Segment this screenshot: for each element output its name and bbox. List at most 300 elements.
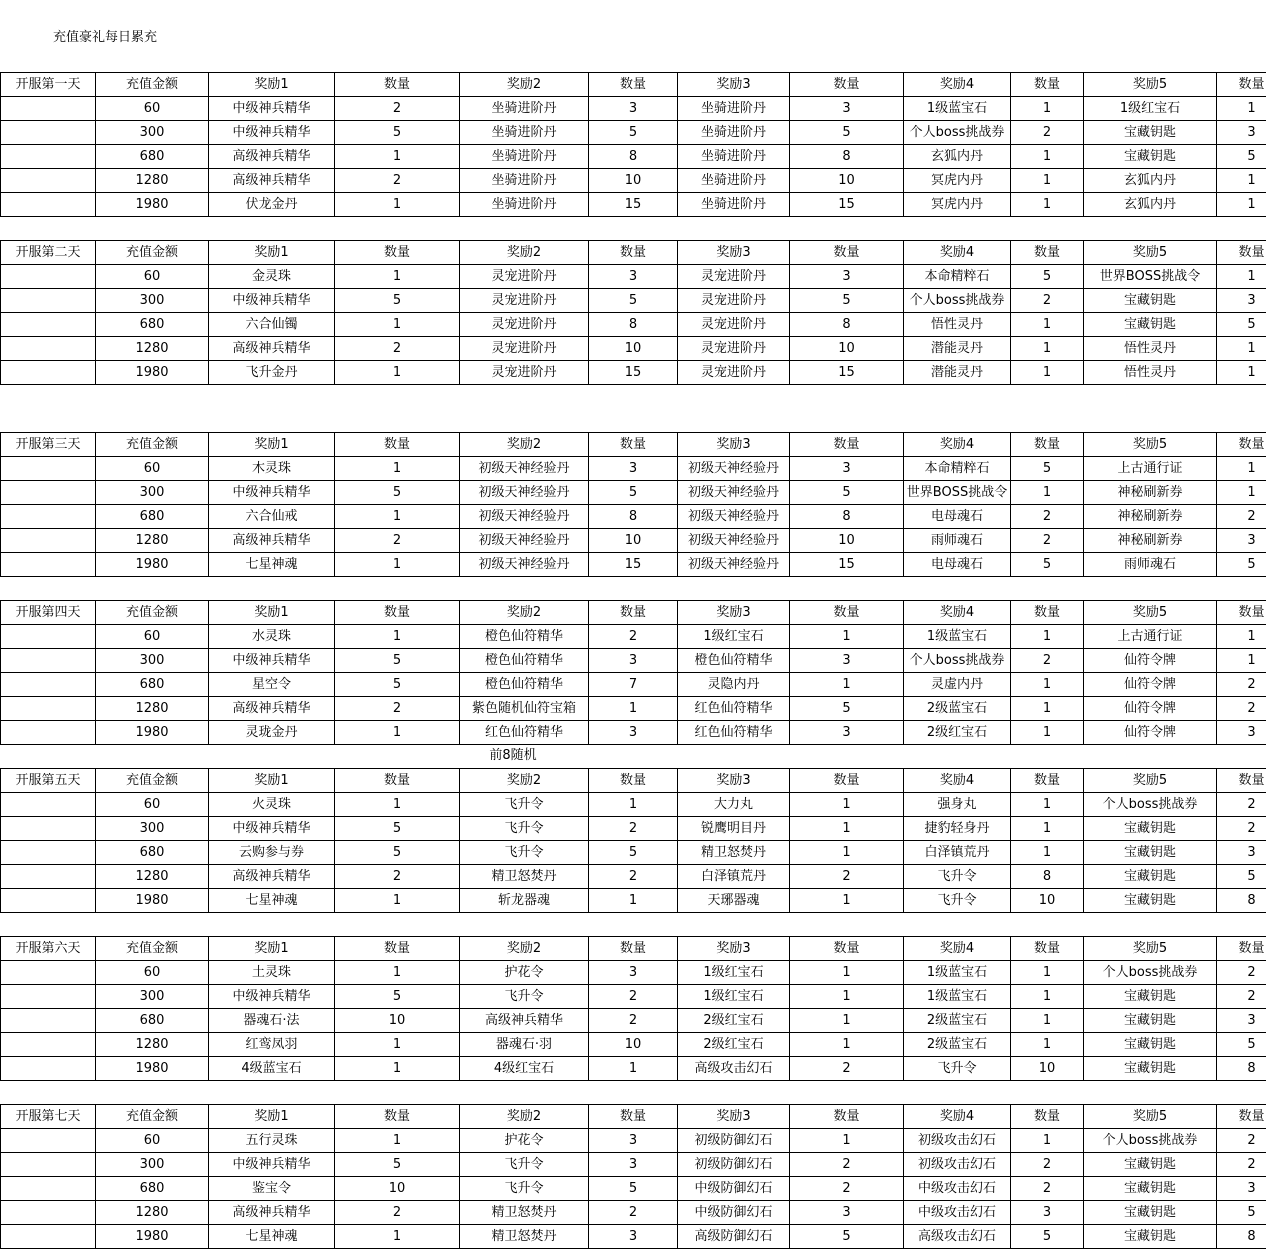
table-cell: 3 (589, 721, 678, 745)
table-cell: 3 (790, 649, 904, 673)
column-header: 数量 (589, 601, 678, 625)
column-header: 奖励5 (1084, 937, 1217, 961)
table-cell: 红色仙符精华 (678, 721, 790, 745)
table-row (1, 1009, 1266, 1033)
table-row (1, 793, 1266, 817)
column-header: 奖励4 (904, 601, 1011, 625)
table-row (1, 1129, 1266, 1153)
table-cell: 15 (589, 553, 678, 577)
table-cell: 8 (790, 145, 904, 169)
empty-cell (1, 625, 96, 649)
table-cell: 1 (1217, 481, 1266, 505)
table-cell: 1 (790, 985, 904, 1009)
table-cell: 1 (1011, 721, 1084, 745)
column-header: 数量 (1011, 769, 1084, 793)
table-cell: 5 (589, 289, 678, 313)
empty-cell (1, 1177, 96, 1201)
table-cell: 宝藏钥匙 (1084, 1225, 1217, 1249)
table-cell: 大力丸 (678, 793, 790, 817)
table-cell: 680 (96, 313, 209, 337)
table-cell: 器魂石·法 (209, 1009, 335, 1033)
day-label: 开服第二天 (1, 241, 96, 265)
table-cell: 雨师魂石 (904, 529, 1011, 553)
table-cell: 1280 (96, 1201, 209, 1225)
table-cell: 中级神兵精华 (209, 289, 335, 313)
table-cell: 中级防御幻石 (678, 1177, 790, 1201)
column-header: 奖励3 (678, 433, 790, 457)
column-header: 数量 (335, 433, 460, 457)
table-cell: 5 (1217, 313, 1266, 337)
table-row (1, 721, 1266, 745)
table-cell: 15 (790, 361, 904, 385)
column-header: 数量 (1217, 73, 1266, 97)
table-cell: 灵宠进阶丹 (460, 337, 589, 361)
column-header: 奖励4 (904, 433, 1011, 457)
table-cell: 5 (1217, 1033, 1266, 1057)
column-header: 奖励2 (460, 433, 589, 457)
table-cell: 10 (589, 169, 678, 193)
table-cell: 飞升令 (904, 865, 1011, 889)
column-header: 数量 (335, 73, 460, 97)
column-header: 数量 (1217, 433, 1266, 457)
table-cell: 2 (335, 169, 460, 193)
column-header: 数量 (1011, 1105, 1084, 1129)
table-cell: 上古通行证 (1084, 625, 1217, 649)
table-cell: 2 (790, 865, 904, 889)
table-cell: 玄狐内丹 (1084, 193, 1217, 217)
table-cell: 5 (335, 481, 460, 505)
table-cell: 宝藏钥匙 (1084, 889, 1217, 913)
empty-cell (1, 169, 96, 193)
column-header: 奖励2 (460, 601, 589, 625)
column-header: 数量 (1217, 769, 1266, 793)
empty-cell (1, 817, 96, 841)
table-cell: 2 (1011, 649, 1084, 673)
table-cell: 300 (96, 1153, 209, 1177)
table-cell: 5 (589, 1177, 678, 1201)
table-cell: 初级防御幻石 (678, 1129, 790, 1153)
table-cell: 玄狐内丹 (1084, 169, 1217, 193)
table-cell: 8 (790, 505, 904, 529)
table-cell: 2 (1217, 1129, 1266, 1153)
table-cell: 坐骑进阶丹 (678, 121, 790, 145)
table-row (1, 817, 1266, 841)
column-header: 奖励1 (209, 241, 335, 265)
column-header: 奖励5 (1084, 241, 1217, 265)
table-row (1, 889, 1266, 913)
table-row (1, 193, 1266, 217)
table-cell: 300 (96, 817, 209, 841)
table-cell: 2级蓝宝石 (904, 1033, 1011, 1057)
table-cell: 10 (1011, 889, 1084, 913)
table-cell: 高级神兵精华 (209, 1201, 335, 1225)
table-row (1, 1177, 1266, 1201)
empty-cell (1, 985, 96, 1009)
table-cell: 2 (335, 337, 460, 361)
table-cell: 680 (96, 505, 209, 529)
table-row (1, 337, 1266, 361)
table-cell: 1 (335, 145, 460, 169)
column-header: 数量 (1011, 601, 1084, 625)
table-cell: 3 (1217, 841, 1266, 865)
table-cell: 高级攻击幻石 (904, 1225, 1011, 1249)
table-row (1, 529, 1266, 553)
table-cell: 中级神兵精华 (209, 649, 335, 673)
table-cell: 鉴宝令 (209, 1177, 335, 1201)
table-cell: 1 (1011, 697, 1084, 721)
table-row (1, 649, 1266, 673)
empty-cell (1, 697, 96, 721)
column-header: 充值金额 (96, 601, 209, 625)
table-cell: 五行灵珠 (209, 1129, 335, 1153)
table-cell: 1 (790, 793, 904, 817)
table-cell: 2 (1217, 673, 1266, 697)
table-row (1, 985, 1266, 1009)
table-cell: 紫色随机仙符宝箱 (460, 697, 589, 721)
table-cell: 1280 (96, 1033, 209, 1057)
column-header: 奖励1 (209, 433, 335, 457)
column-header: 数量 (790, 73, 904, 97)
table-cell: 坐骑进阶丹 (460, 145, 589, 169)
table-cell: 10 (589, 1033, 678, 1057)
column-header: 数量 (1217, 1105, 1266, 1129)
table-cell: 1 (335, 625, 460, 649)
table-cell: 60 (96, 793, 209, 817)
table-cell: 本命精粹石 (904, 457, 1011, 481)
empty-cell (1, 1009, 96, 1033)
table-cell: 灵宠进阶丹 (460, 313, 589, 337)
table-cell: 3 (589, 457, 678, 481)
table-cell: 橙色仙符精华 (460, 649, 589, 673)
table-cell: 5 (335, 289, 460, 313)
table-cell: 1级红宝石 (678, 985, 790, 1009)
column-header: 奖励3 (678, 937, 790, 961)
column-header: 奖励2 (460, 73, 589, 97)
table-cell: 2 (335, 97, 460, 121)
table-row (1, 313, 1266, 337)
table-cell: 1 (790, 625, 904, 649)
column-header: 充值金额 (96, 433, 209, 457)
table-cell: 初级天神经验丹 (460, 553, 589, 577)
table-cell: 2级蓝宝石 (904, 1009, 1011, 1033)
table-cell: 2 (1011, 1153, 1084, 1177)
table-cell: 坐骑进阶丹 (460, 121, 589, 145)
empty-cell (1, 961, 96, 985)
table-cell: 1 (335, 1225, 460, 1249)
table-cell: 白泽镇荒丹 (904, 841, 1011, 865)
column-header: 奖励5 (1084, 433, 1217, 457)
table-cell: 8 (589, 505, 678, 529)
table-cell: 个人boss挑战券 (904, 121, 1011, 145)
table-cell: 六合仙戒 (209, 505, 335, 529)
table-row (1, 1033, 1266, 1057)
table-cell: 5 (790, 121, 904, 145)
table-cell: 5 (335, 673, 460, 697)
table-cell: 宝藏钥匙 (1084, 841, 1217, 865)
day-label: 开服第三天 (1, 433, 96, 457)
column-header: 数量 (790, 769, 904, 793)
table-cell: 2 (790, 1057, 904, 1081)
table-cell: 2 (589, 625, 678, 649)
table-cell: 3 (589, 1225, 678, 1249)
table-cell: 3 (790, 457, 904, 481)
table-cell: 精卫怒焚丹 (678, 841, 790, 865)
table-cell: 1 (1217, 361, 1266, 385)
table-cell: 3 (1217, 289, 1266, 313)
table-cell: 2 (1011, 529, 1084, 553)
empty-cell (1, 505, 96, 529)
table-cell: 宝藏钥匙 (1084, 1009, 1217, 1033)
table-cell: 中级神兵精华 (209, 97, 335, 121)
column-header: 数量 (589, 433, 678, 457)
column-header: 数量 (790, 1105, 904, 1129)
table-cell: 冥虎内丹 (904, 169, 1011, 193)
table-cell: 10 (790, 529, 904, 553)
table-cell: 电母魂石 (904, 553, 1011, 577)
table-cell: 3 (1011, 1201, 1084, 1225)
table-cell: 5 (335, 817, 460, 841)
table-cell: 1280 (96, 169, 209, 193)
table-row (1, 361, 1266, 385)
table-header-row (1, 769, 1266, 793)
column-header: 奖励3 (678, 601, 790, 625)
table-cell: 1 (1011, 985, 1084, 1009)
table-cell: 10 (335, 1177, 460, 1201)
table-cell: 1 (335, 457, 460, 481)
table-cell: 中级防御幻石 (678, 1201, 790, 1225)
table-cell: 1级红宝石 (678, 625, 790, 649)
table-cell: 1 (1011, 841, 1084, 865)
table-cell: 1级蓝宝石 (904, 985, 1011, 1009)
table-cell: 1 (589, 889, 678, 913)
table-cell: 宝藏钥匙 (1084, 121, 1217, 145)
table-cell: 680 (96, 841, 209, 865)
empty-cell (1, 265, 96, 289)
table-cell: 2 (1011, 289, 1084, 313)
table-cell: 1 (335, 1057, 460, 1081)
table-cell: 神秘刷新券 (1084, 481, 1217, 505)
column-header: 奖励5 (1084, 73, 1217, 97)
reward-table-day-2 (0, 240, 1266, 385)
column-header: 奖励4 (904, 1105, 1011, 1129)
table-cell: 2级红宝石 (678, 1033, 790, 1057)
table-row (1, 289, 1266, 313)
table-cell: 2 (589, 1201, 678, 1225)
table-cell: 1 (1011, 1129, 1084, 1153)
table-row (1, 121, 1266, 145)
empty-cell (1, 1225, 96, 1249)
column-header: 奖励5 (1084, 601, 1217, 625)
column-header: 奖励4 (904, 241, 1011, 265)
table-cell: 2级红宝石 (678, 1009, 790, 1033)
table-cell: 2 (1011, 1177, 1084, 1201)
table-cell: 1 (1011, 793, 1084, 817)
table-cell: 5 (790, 1225, 904, 1249)
table-cell: 1 (1011, 673, 1084, 697)
table-cell: 2 (335, 1201, 460, 1225)
table-cell: 红色仙符精华 (678, 697, 790, 721)
empty-cell (1, 361, 96, 385)
table-cell: 5 (335, 985, 460, 1009)
table-cell: 2 (589, 985, 678, 1009)
table-cell: 精卫怒焚丹 (460, 1225, 589, 1249)
table-cell: 七星神魂 (209, 1225, 335, 1249)
table-cell: 680 (96, 673, 209, 697)
table-cell: 2 (335, 697, 460, 721)
table-cell: 1280 (96, 337, 209, 361)
table-cell: 中级神兵精华 (209, 985, 335, 1009)
table-cell: 1 (335, 961, 460, 985)
table-cell: 2 (1011, 505, 1084, 529)
table-cell: 灵宠进阶丹 (460, 289, 589, 313)
table-cell: 高级防御幻石 (678, 1225, 790, 1249)
table-cell: 1 (790, 1129, 904, 1153)
column-header: 奖励4 (904, 769, 1011, 793)
table-cell: 10 (589, 337, 678, 361)
table-row (1, 961, 1266, 985)
table-cell: 初级天神经验丹 (460, 481, 589, 505)
table-cell: 神秘刷新券 (1084, 529, 1217, 553)
table-cell: 高级神兵精华 (460, 1009, 589, 1033)
table-cell: 高级神兵精华 (209, 697, 335, 721)
table-cell: 2 (1011, 121, 1084, 145)
table-cell: 灵虚内丹 (904, 673, 1011, 697)
column-header: 奖励1 (209, 937, 335, 961)
table-cell: 斩龙器魂 (460, 889, 589, 913)
empty-cell (1, 313, 96, 337)
table-cell: 本命精粹石 (904, 265, 1011, 289)
table-cell: 1级红宝石 (678, 961, 790, 985)
column-header: 奖励1 (209, 1105, 335, 1129)
table-cell: 火灵珠 (209, 793, 335, 817)
table-cell: 1980 (96, 1057, 209, 1081)
table-cell: 坐骑进阶丹 (460, 193, 589, 217)
table-cell: 1980 (96, 553, 209, 577)
table-cell: 1 (335, 313, 460, 337)
table-cell: 初级天神经验丹 (460, 457, 589, 481)
table-header-row (1, 241, 1266, 265)
table-cell: 高级神兵精华 (209, 529, 335, 553)
table-cell: 七星神魂 (209, 553, 335, 577)
table-cell: 坐骑进阶丹 (460, 97, 589, 121)
table-cell: 1 (335, 1129, 460, 1153)
day-label: 开服第四天 (1, 601, 96, 625)
table-cell: 坐骑进阶丹 (678, 169, 790, 193)
table-cell: 8 (1011, 865, 1084, 889)
table-cell: 1 (1217, 457, 1266, 481)
table-cell: 初级天神经验丹 (678, 481, 790, 505)
table-cell: 10 (335, 1009, 460, 1033)
table-cell: 15 (589, 361, 678, 385)
table-row (1, 625, 1266, 649)
table-cell: 伏龙金丹 (209, 193, 335, 217)
column-header: 奖励3 (678, 1105, 790, 1129)
table-cell: 2 (1217, 961, 1266, 985)
table-cell: 5 (1217, 865, 1266, 889)
table-cell: 灵宠进阶丹 (460, 361, 589, 385)
table-cell: 1 (1011, 1033, 1084, 1057)
table-cell: 2级蓝宝石 (904, 697, 1011, 721)
table-row (1, 97, 1266, 121)
table-row (1, 265, 1266, 289)
table-cell: 个人boss挑战券 (1084, 1129, 1217, 1153)
table-cell: 1 (790, 1009, 904, 1033)
table-cell: 1 (790, 841, 904, 865)
table-cell: 初级天神经验丹 (678, 457, 790, 481)
table-cell: 1 (335, 793, 460, 817)
table-cell: 飞升令 (460, 841, 589, 865)
column-header: 数量 (335, 937, 460, 961)
table-cell: 悟性灵丹 (904, 313, 1011, 337)
table-cell: 60 (96, 457, 209, 481)
table-cell: 1 (1217, 265, 1266, 289)
table-cell: 飞升令 (460, 817, 589, 841)
table-cell: 中级神兵精华 (209, 121, 335, 145)
empty-cell (1, 121, 96, 145)
table-cell: 世界BOSS挑战令 (904, 481, 1011, 505)
table-cell: 2 (589, 817, 678, 841)
table-cell: 1 (1217, 649, 1266, 673)
empty-cell (1, 553, 96, 577)
table-cell: 个人boss挑战券 (904, 289, 1011, 313)
table-cell: 2 (1217, 985, 1266, 1009)
table-cell: 5 (335, 1153, 460, 1177)
table-cell: 初级天神经验丹 (678, 529, 790, 553)
table-cell: 高级神兵精华 (209, 337, 335, 361)
table-cell: 灵宠进阶丹 (678, 313, 790, 337)
table-cell: 60 (96, 97, 209, 121)
empty-cell (1, 793, 96, 817)
table-cell: 护花令 (460, 961, 589, 985)
table-cell: 上古通行证 (1084, 457, 1217, 481)
column-header: 奖励2 (460, 241, 589, 265)
table-cell: 高级神兵精华 (209, 169, 335, 193)
table-cell: 1 (1011, 97, 1084, 121)
reward-table-day-4 (0, 600, 1266, 745)
empty-cell (1, 649, 96, 673)
table-cell: 木灵珠 (209, 457, 335, 481)
table-cell: 宝藏钥匙 (1084, 289, 1217, 313)
table-cell: 天琊器魂 (678, 889, 790, 913)
table-cell: 3 (1217, 721, 1266, 745)
table-cell: 3 (589, 97, 678, 121)
table-cell: 60 (96, 265, 209, 289)
table-cell: 1 (1217, 625, 1266, 649)
table-cell: 1980 (96, 721, 209, 745)
table-cell: 个人boss挑战券 (1084, 793, 1217, 817)
table-cell: 飞升金丹 (209, 361, 335, 385)
table-cell: 飞升令 (904, 889, 1011, 913)
empty-cell (1, 481, 96, 505)
table-cell: 冥虎内丹 (904, 193, 1011, 217)
table-cell: 1 (790, 673, 904, 697)
table-cell: 护花令 (460, 1129, 589, 1153)
table-row (1, 505, 1266, 529)
column-header: 奖励3 (678, 769, 790, 793)
table-cell: 中级神兵精华 (209, 1153, 335, 1177)
table-cell: 2 (790, 1177, 904, 1201)
table-cell: 精卫怒焚丹 (460, 865, 589, 889)
empty-cell (1, 1153, 96, 1177)
table-cell: 1级蓝宝石 (904, 625, 1011, 649)
table-cell: 初级天神经验丹 (678, 553, 790, 577)
table-cell: 3 (589, 961, 678, 985)
table-cell: 宝藏钥匙 (1084, 1033, 1217, 1057)
table-cell: 3 (1217, 529, 1266, 553)
table-cell: 1 (1011, 625, 1084, 649)
table-cell: 潜能灵丹 (904, 337, 1011, 361)
table-cell: 300 (96, 649, 209, 673)
